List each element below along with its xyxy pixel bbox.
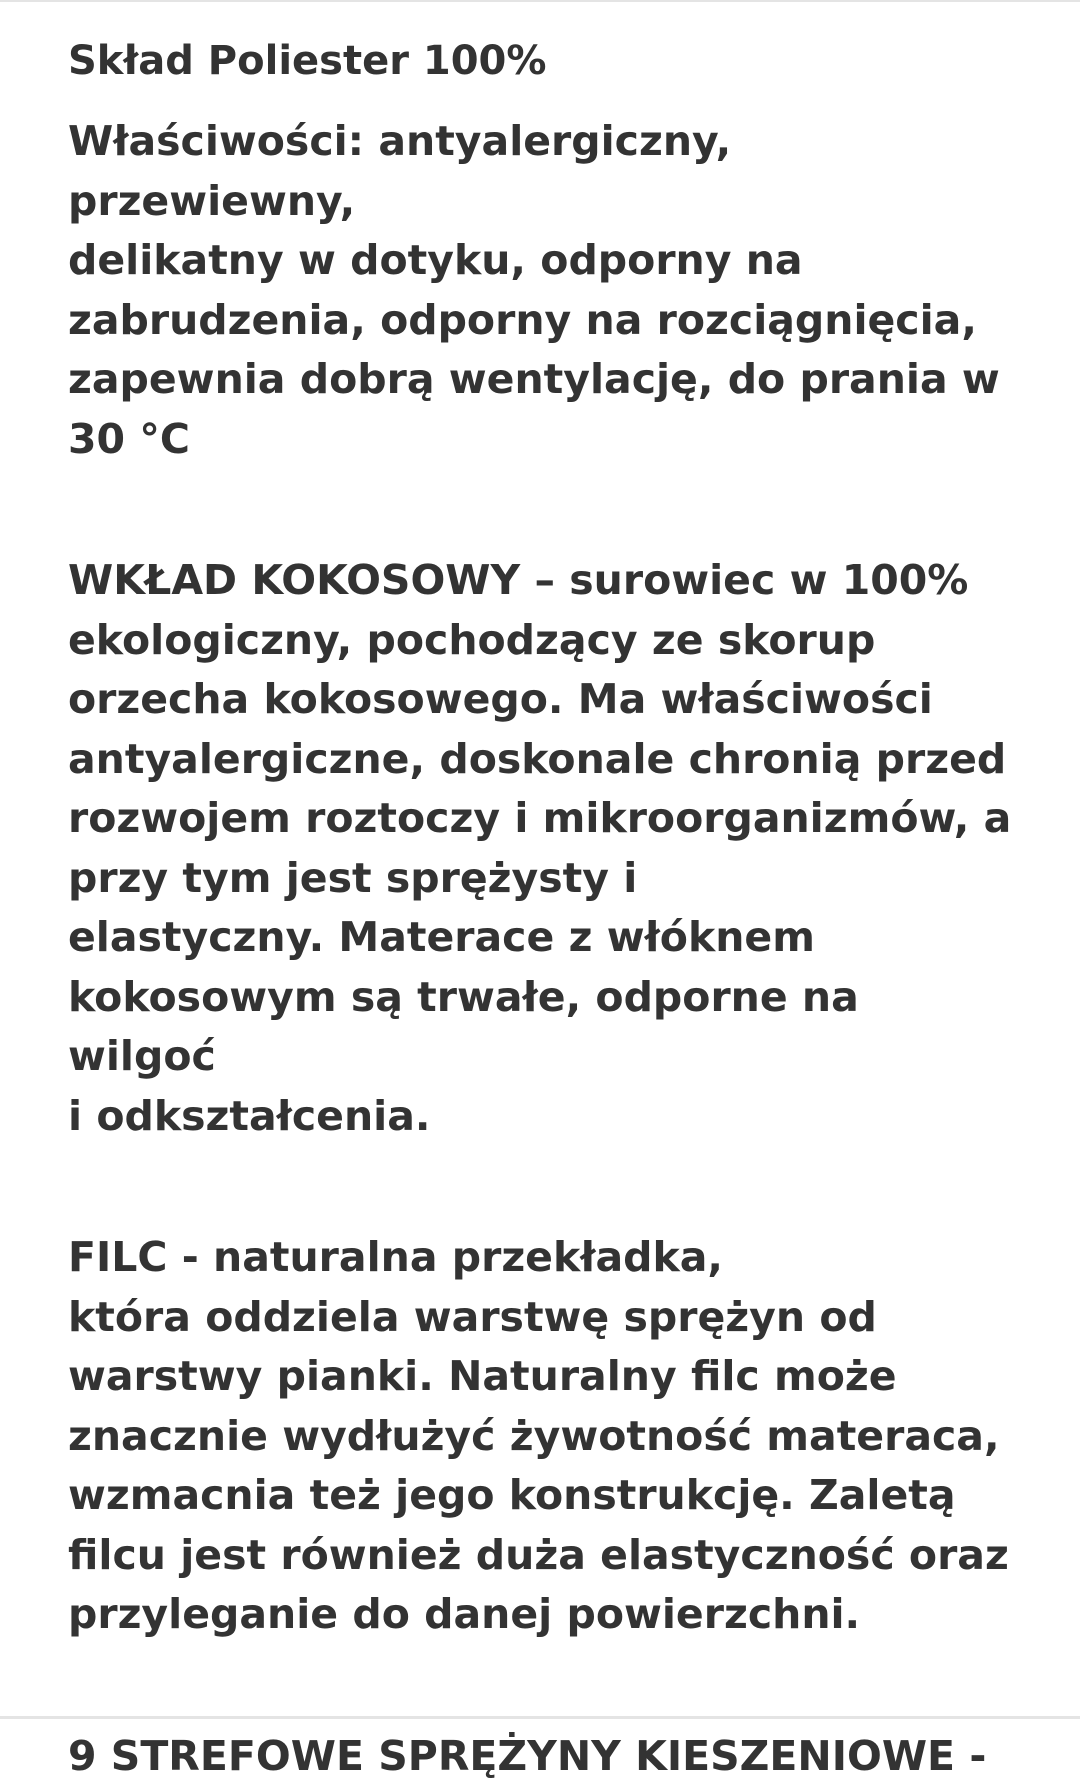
top-divider bbox=[0, 0, 1080, 2]
coconut-insert-text: WKŁAD KOKOSOWY – surowiec w 100% ekologiczny, pochodzący ze skorup orzecha kokosowego. Ma właściwości antyalergiczne, doskonale chronią przed rozwojem roztoczy i mikroorganizmów, a przy tym jest sprężysty i elastyczny. Materace z włóknem kokosowym są trwałe, odporne na wilgoć i odkształcenia. bbox=[68, 551, 1018, 1146]
spacer bbox=[68, 1146, 1018, 1228]
properties-text: Właściwości: antyalergiczny, przewiewny, delikatny w dotyku, odporny na zabrudzenia, odporny na rozciągnięcia, zapewnia dobrą wentylację, do prania w 30 °C bbox=[68, 112, 1018, 469]
spacer bbox=[68, 469, 1018, 551]
spacer bbox=[68, 1645, 1018, 1727]
springs-heading: 9 STREFOWE SPRĘŻYNY KIESZENIOWE - bbox=[68, 1727, 1018, 1786]
product-description bbox=[68, 32, 1018, 1786]
felt-text: FILC - naturalna przekładka, która oddziela warstwę sprężyn od warstwy pianki. Naturalny filc może znacznie wydłużyć żywotność materaca, wzmacnia też jego konstrukcję. Zaletą filcu jest również duża elastyczność oraz przyleganie do danej powierzchni. bbox=[68, 1228, 1018, 1645]
composition-text: Skład Poliester 100% bbox=[68, 32, 1018, 90]
spacer bbox=[68, 90, 1018, 112]
